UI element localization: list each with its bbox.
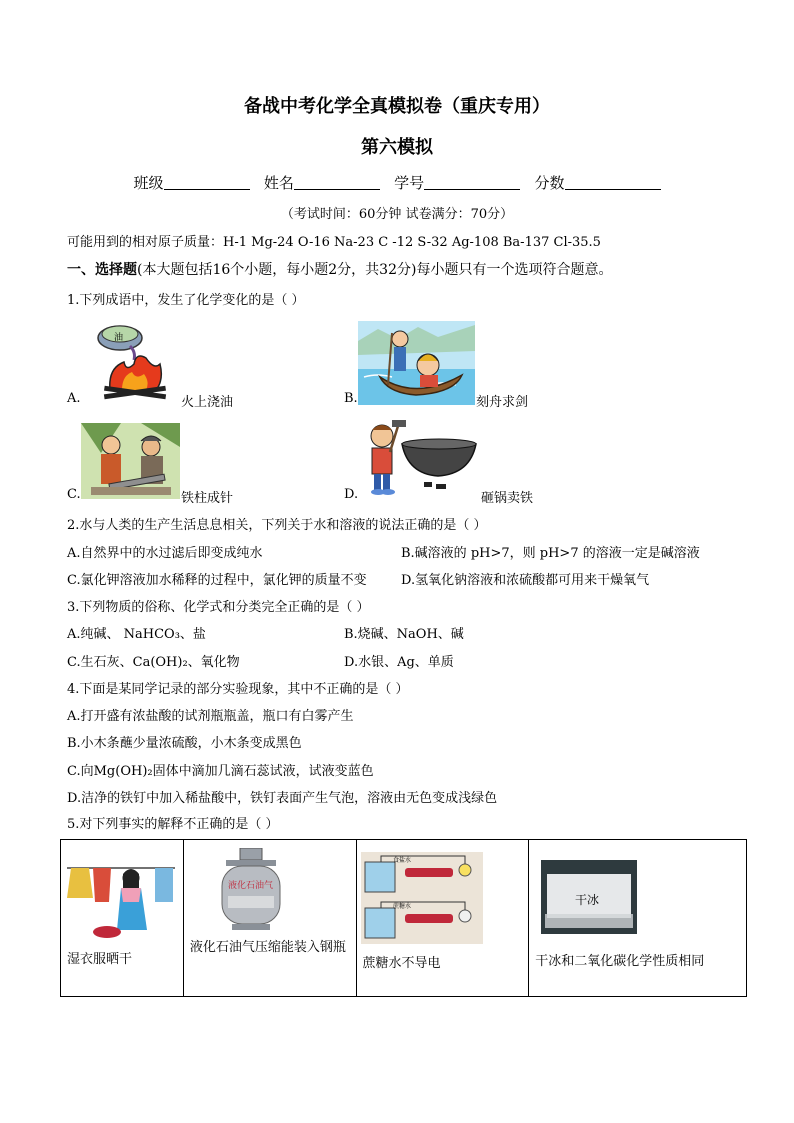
q5-table — [60, 839, 747, 997]
student-info-row — [0, 172, 794, 193]
q4-option-b: B.小木条蘸少量浓硫酸，小木条变成黑色 — [67, 736, 302, 751]
atomic-mass-line: 可能用到的相对原子质量：H-1 Mg-24 O-16 Na-23 C -12 S-32 Ag-108 Ba-137 Cl-35.5 — [67, 235, 601, 250]
q4-option-d: D.洁净的铁钉中加入稀盐酸中，铁钉表面产生气泡，溶液由无色变成浅绿色 — [67, 791, 498, 806]
class-blank[interactable] — [164, 173, 250, 190]
q2-option-d: D.氢氧化钠溶液和浓硫酸都可用来干燥氧气 — [401, 573, 650, 588]
section-heading — [67, 259, 612, 279]
exam-note: （考试时间：60分钟 试卷满分：70分） — [280, 207, 514, 222]
q4-stem: 4.下面是某同学记录的部分实验现象，其中不正确的是（ ） — [67, 682, 409, 697]
q5-cell-2 — [183, 840, 356, 997]
class-label: 班级 — [133, 174, 164, 192]
q5-cell-1-text: 湿衣服晒干 — [67, 952, 133, 967]
fire-oil-picture — [90, 318, 180, 402]
q2-option-c: C.氯化钾溶液加水稀释的过程中，氯化钾的质量不变 — [67, 573, 367, 588]
q1-d-letter: D. — [344, 487, 359, 502]
q5-cell-3 — [356, 840, 529, 997]
q5-cell-4 — [529, 840, 747, 997]
q1-a-text: 火上浇油 — [181, 395, 234, 410]
dry-ice-label-text: 干冰 — [575, 893, 600, 907]
q4-option-a: A.打开盛有浓盐酸的试剂瓶瓶盖，瓶口有白雾产生 — [67, 709, 354, 724]
grinding-picture — [81, 423, 180, 499]
q1-c-letter: C. — [67, 487, 81, 502]
page-title: 备战中考化学全真模拟卷（重庆专用） — [244, 96, 550, 117]
q3-option-c: C.生石灰、Ca(OH)₂、氧化物 — [67, 655, 240, 670]
id-label: 学号 — [394, 174, 425, 192]
q3-option-a: A.纯碱、 NaHCO₃、盐 — [67, 627, 206, 642]
q4-option-c: C.向Mg(OH)₂固体中滴加几滴石蕊试液，试液变蓝色 — [67, 764, 374, 779]
q1-b-text: 刻舟求剑 — [476, 395, 529, 410]
q1-d-text: 砸锅卖铁 — [481, 491, 534, 506]
q3-stem: 3.下列物质的俗称、化学式和分类完全正确的是（ ） — [67, 600, 370, 615]
oil-text: 油 — [114, 333, 124, 343]
q1-b-letter: B. — [344, 391, 358, 406]
q2-stem: 2.水与人类的生产生活息息相关，下列关于水和溶液的说法正确的是（ ） — [67, 518, 487, 533]
drying-clothes-picture — [67, 858, 175, 940]
name-blank[interactable] — [294, 173, 380, 190]
section-heading-bold: 一、选择题 — [67, 262, 137, 278]
q5-cell-4-text: 干冰和二氧化碳化学性质相同 — [535, 954, 705, 969]
q2-option-a: A.自然界中的水过滤后即变成纯水 — [67, 546, 263, 561]
boat-picture — [358, 321, 475, 405]
score-blank[interactable] — [565, 173, 661, 190]
q1-c-text: 铁柱成针 — [181, 491, 234, 506]
q5-cell-1 — [61, 840, 184, 997]
conductivity-picture — [361, 852, 483, 944]
gas-cylinder-picture — [218, 848, 284, 930]
score-label: 分数 — [534, 174, 565, 192]
page-subtitle: 第六模拟 — [361, 137, 433, 158]
section-heading-rest: (本大题包括16个小题，每小题2分，共32分)每小题只有一个选项符合题意。 — [137, 262, 613, 278]
q1-a-letter: A. — [67, 391, 81, 406]
cylinder-body-shape — [222, 866, 280, 924]
q5-cell-3-text: 蔗糖水不导电 — [362, 956, 441, 971]
q2-option-b: B.碱溶液的 pH>7，则 pH>7 的溶液一定是碱溶液 — [401, 546, 700, 561]
q1-stem: 1.下列成语中，发生了化学变化的是（ ） — [67, 293, 305, 308]
id-blank[interactable] — [424, 173, 520, 190]
cylinder-label-text: 液化石油气 — [227, 881, 273, 891]
q3-option-d: D.水银、Ag、单质 — [344, 655, 454, 670]
q5-stem: 5.对下列事实的解释不正确的是（ ） — [67, 817, 279, 832]
smash-pan-picture — [368, 418, 478, 496]
name-label: 姓名 — [263, 174, 294, 192]
q3-option-b: B.烧碱、NaOH、碱 — [344, 627, 464, 642]
salt-water-text: 食盐水 — [392, 857, 411, 864]
q5-cell-2-text: 液化石油气压缩能装入钢瓶 — [189, 940, 346, 955]
dry-ice-picture — [541, 860, 637, 934]
sugar-water-text: 蔗糖水 — [392, 903, 411, 910]
